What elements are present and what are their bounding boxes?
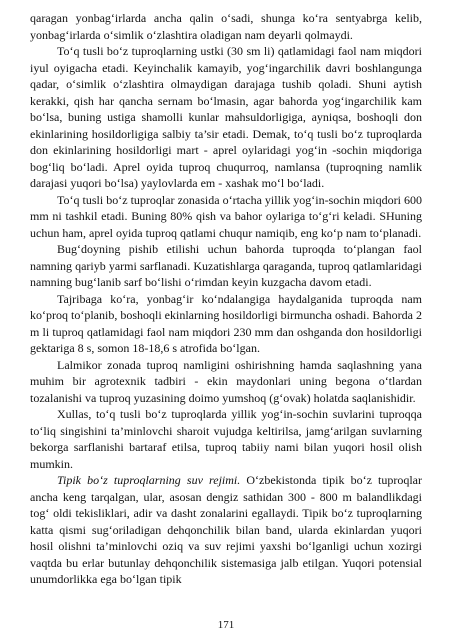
paragraph-8-text: O‘zbekistonda tipik bo‘z tuproqlar ancha keng tarqalgan, ular, asosan dengiz sathidan 300 - 800 m balandlikdagi tog‘ oldi tekisliklari, adir va dasht zonalarini egallaydi. Tipik bo‘z tuproqlarning katta qismi sug‘oriladigan dehqonchilik bilan band, ularda ekinlardan yuqori hosil olishni ta’minlovchi oziq va suv rejimi yaxshi bo‘lganligi uchun xozirgi vaqtda bu erlar butunlay dehqonchilik sistemasiga jalb etilgan. Yuqori potensial unumdorlikka ega bo‘lgan tipik [30,473,422,586]
paragraph-7: Xullas, to‘q tusli bo‘z tuproqlarda yillik yog‘in-sochin suvlarini tuproqqa to‘liq singishini ta’minlovchi sharoit vujudga keltirilsa, jamg‘arilgan suvlarning bekorga sarflanishi bartaraf etilsa, tuproq tabiiy nami bilan yuqori hosil olish mumkin. [30,407,422,471]
page-number: 171 [217,619,235,631]
section-heading-inline: Tipik bo‘z tuproqlarning suv rejimi. [57,473,241,487]
paragraph-6: Lalmikor zonada tuproq namligini oshirishning hamda saqlashning yana muhim bir agrotexnik tadbiri - ekin maydonlari uning begona o‘tlardan tozalanishi va tuproq yuzasining doimo yumshoq (g‘ovak) holatda saqlanishidir. [30,357,422,405]
paragraph-2: To‘q tusli bo‘z tuproqlarning ustki (30 sm li) qatlamidagi faol nam miqdori iyul oyigacha etadi. Keyinchalik kamayib, yog‘ingarchilik davri boshlangunga qadar, o‘simlik o‘zlashtira olmaydigan darajaga tushib qoladi. Shuni aytish kerakki, qish har qancha sernam bo‘lmasin, agar bahorda yog‘ingarchilik kam bo‘lsa, buning ustiga shamolli kunlar mahsuldorligiga, ayniqsa, boshoqli don ekinlarining hosildorligiga salbiy ta’sir etadi. Demak, to‘q tusli bo‘z tuproqlarda don ekinlarining hosildorligi mart - aprel oylaridagi yog‘in -sochin miqdoriga bog‘liq bo‘ladi. Aprel oyida tuproq chuqurroq, namlansa (tuproqning namlik darajasi yuqori bo‘lsa) yaylovlarda em - xashak mo‘l bo‘ladi. [30,44,422,190]
paragraph-3: To‘q tusli bo‘z tuproqlar zonasida o‘rtacha yillik yog‘in-sochin miqdori 600 mm ni tashkil etadi. Buning 80% qish va bahor oylariga to‘g‘ri keladi. SHuning uchun ham, aprel oyida tuproq qatlami chuqur namiqib, eng ko‘p nam to‘planadi. [30,192,422,240]
paragraph-8 [30,472,422,588]
paragraph-1: qaragan yonbag‘irlarda ancha qalin o‘sadi, shunga ko‘ra sentyabrga kelib, yonbag‘irlarda o‘simlik o‘zlashtira oladigan nam deyarli qolmaydi. [30,11,422,42]
paragraph-4: Bug‘doyning pishib etilishi uchun bahorda tuproqda to‘plangan faol namning qariyb yarmi sarflanadi. Kuzatishlarga qaraganda, tuproq qatlamlaridagi namning bug‘lanib sarf bo‘lishi o‘rimdan keyin kuzgacha davom etadi. [30,242,422,289]
paragraph-5: Tajribaga ko‘ra, yonbag‘ir ko‘ndalangiga haydalganida tuproqda nam ko‘proq to‘planib, boshoqli ekinlarning hosildorligi birmuncha oshadi. Bahorda 2 m li tuproq qatlamidagi faol nam miqdori 230 mm dan oshganda don hosildorligi gektariga 8 s, somon 18-18,6 s atrofida bo‘lgan. [30,291,422,355]
page-body [30,10,422,630]
